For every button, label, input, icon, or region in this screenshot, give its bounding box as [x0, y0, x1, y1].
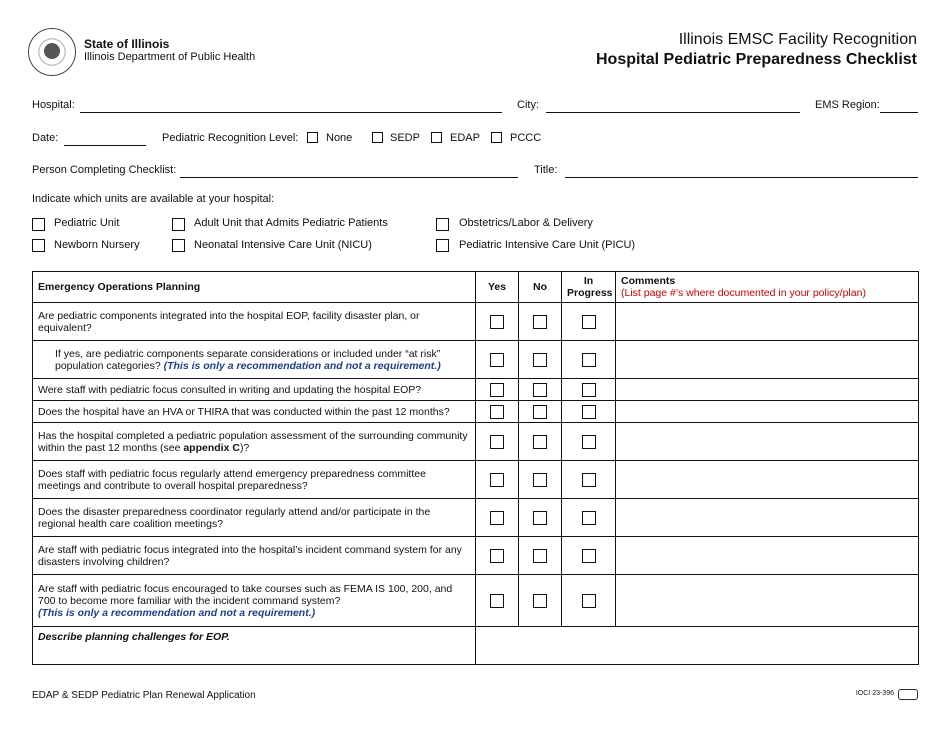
q9-yes-checkbox[interactable]: [490, 594, 504, 608]
level-sedp-checkbox[interactable]: [372, 132, 383, 143]
ems-region-input[interactable]: [880, 100, 918, 113]
level-pccc-checkbox[interactable]: [491, 132, 502, 143]
question-2: [33, 341, 476, 379]
yes-column-header: Yes: [476, 272, 519, 303]
person-label: Person Completing Checklist:: [32, 164, 177, 176]
question-5-text: Has the hospital completed a pediatric population assessment of the surrounding community within the past 12 months (see: [38, 429, 468, 454]
table-row: [33, 499, 919, 537]
q5-no-checkbox[interactable]: [533, 435, 547, 449]
comments-label: Comments: [621, 275, 676, 287]
recognition-level-label: Pediatric Recognition Level:: [162, 132, 299, 144]
comments-column-header: [616, 272, 919, 303]
level-edap-label: EDAP: [450, 132, 480, 144]
q2-in-progress-checkbox[interactable]: [582, 353, 596, 367]
question-5: [33, 423, 476, 461]
q2-yes-checkbox[interactable]: [490, 353, 504, 367]
q4-in-progress-checkbox[interactable]: [582, 405, 596, 419]
question-9-note: (This is only a recommendation and not a requirement.): [38, 606, 316, 619]
q3-no-checkbox[interactable]: [533, 383, 547, 397]
level-none-label: None: [326, 132, 353, 144]
table-row: [33, 379, 919, 401]
city-label: City:: [517, 99, 539, 111]
question-8: Are staff with pediatric focus integrated into the hospital’s incident command system for any disasters involving children?: [33, 537, 476, 575]
title-input[interactable]: [565, 165, 918, 178]
q7-in-progress-checkbox[interactable]: [582, 511, 596, 525]
question-2-note: (This is only a recommendation and not a requirement.): [163, 359, 441, 372]
table-row: [33, 401, 919, 423]
question-2-text: If yes, are pediatric components separate considerations or included under “at risk” population categories?: [55, 347, 441, 372]
unit-pediatric-checkbox[interactable]: [32, 218, 45, 231]
q1-comments-cell[interactable]: [616, 303, 919, 341]
q5-yes-checkbox[interactable]: [490, 435, 504, 449]
person-input[interactable]: [180, 165, 518, 178]
level-edap-checkbox[interactable]: [431, 132, 442, 143]
form-title: Hospital Pediatric Preparedness Checklist: [595, 51, 917, 68]
appendix-c-reference: appendix C: [183, 441, 240, 454]
title-label: Title:: [534, 164, 558, 176]
illinois-seal-logo: [28, 28, 76, 76]
in-progress-line1: In: [583, 275, 594, 287]
unit-nursery-checkbox[interactable]: [32, 239, 45, 252]
section-header: Emergency Operations Planning: [33, 272, 476, 303]
footer-application-name: EDAP & SEDP Pediatric Plan Renewal Application: [32, 690, 256, 701]
agency-department: Illinois Department of Public Health: [84, 51, 256, 63]
unit-nicu-checkbox[interactable]: [172, 239, 185, 252]
q9-no-checkbox[interactable]: [533, 594, 547, 608]
form-program-title: Illinois EMSC Facility Recognition: [678, 31, 917, 48]
q2-comments-cell[interactable]: [616, 341, 919, 379]
question-9-text: Are staff with pediatric focus encouraged to take courses such as FEMA IS 100, 200, and 700 to become more familiar with the incident command system?: [38, 582, 453, 607]
printer-logo-icon: [898, 689, 918, 700]
unit-adult-peds-label: Adult Unit that Admits Pediatric Patients: [194, 217, 388, 229]
q3-in-progress-checkbox[interactable]: [582, 383, 596, 397]
q8-in-progress-checkbox[interactable]: [582, 549, 596, 563]
q7-yes-checkbox[interactable]: [490, 511, 504, 525]
no-column-header: No: [519, 272, 562, 303]
q8-no-checkbox[interactable]: [533, 549, 547, 563]
question-3: Were staff with pediatric focus consulted in writing and updating the hospital EOP?: [33, 379, 476, 401]
q5-in-progress-checkbox[interactable]: [582, 435, 596, 449]
date-input[interactable]: [64, 133, 146, 146]
in-progress-line2: Progress: [567, 287, 613, 299]
table-row: [33, 423, 919, 461]
q4-comments-cell[interactable]: [616, 401, 919, 423]
q8-comments-cell[interactable]: [616, 537, 919, 575]
question-1: Are pediatric components integrated into the hospital EOP, facility disaster plan, or equivalent?: [33, 303, 476, 341]
q1-no-checkbox[interactable]: [533, 315, 547, 329]
units-prompt: Indicate which units are available at your hospital:: [32, 193, 275, 205]
question-6: Does staff with pediatric focus regularly attend emergency preparedness committee meetings and contribute to overall hospital preparedness?: [33, 461, 476, 499]
question-7: Does the disaster preparedness coordinator regularly attend and/or participate in the regional health care coalition meetings?: [33, 499, 476, 537]
city-input[interactable]: [546, 100, 800, 113]
comments-instruction: (List page #’s where documented in your policy/plan): [621, 287, 866, 299]
q4-no-checkbox[interactable]: [533, 405, 547, 419]
unit-pediatric-label: Pediatric Unit: [54, 217, 120, 229]
unit-nicu-label: Neonatal Intensive Care Unit (NICU): [194, 239, 372, 251]
table-header-row: [33, 272, 919, 303]
level-none-checkbox[interactable]: [307, 132, 318, 143]
question-5-end: )?: [239, 441, 250, 454]
q7-comments-cell[interactable]: [616, 499, 919, 537]
table-row: [33, 303, 919, 341]
question-4: Does the hospital have an HVA or THIRA that was conducted within the past 12 months?: [33, 401, 476, 423]
unit-obstetrics-checkbox[interactable]: [436, 218, 449, 231]
hospital-label: Hospital:: [32, 99, 75, 111]
unit-picu-checkbox[interactable]: [436, 239, 449, 252]
footer-form-code: IOCI 23-396: [855, 690, 894, 697]
level-pccc-label: PCCC: [510, 132, 542, 144]
q6-comments-cell[interactable]: [616, 461, 919, 499]
unit-obstetrics-label: Obstetrics/Labor & Delivery: [459, 217, 593, 229]
table-row: [33, 575, 919, 627]
table-row: [33, 461, 919, 499]
q6-yes-checkbox[interactable]: [490, 473, 504, 487]
describe-challenges-label: Describe planning challenges for EOP.: [33, 627, 476, 665]
q2-no-checkbox[interactable]: [533, 353, 547, 367]
unit-nursery-label: Newborn Nursery: [54, 239, 140, 251]
q1-in-progress-checkbox[interactable]: [582, 315, 596, 329]
q5-comments-cell[interactable]: [616, 423, 919, 461]
ems-region-label: EMS Region:: [815, 99, 880, 111]
q6-no-checkbox[interactable]: [533, 473, 547, 487]
in-progress-column-header: [562, 272, 616, 303]
question-9: [33, 575, 476, 627]
table-row: [33, 537, 919, 575]
level-sedp-label: SEDP: [390, 132, 420, 144]
q9-in-progress-checkbox[interactable]: [582, 594, 596, 608]
q8-yes-checkbox[interactable]: [490, 549, 504, 563]
q3-comments-cell[interactable]: [616, 379, 919, 401]
q3-yes-checkbox[interactable]: [490, 383, 504, 397]
q9-comments-cell[interactable]: [616, 575, 919, 627]
describe-challenges-field[interactable]: [476, 627, 919, 665]
unit-picu-label: Pediatric Intensive Care Unit (PICU): [459, 239, 636, 251]
table-row: [33, 341, 919, 379]
unit-adult-peds-checkbox[interactable]: [172, 218, 185, 231]
hospital-input[interactable]: [80, 100, 502, 113]
q7-no-checkbox[interactable]: [533, 511, 547, 525]
table-row: [33, 627, 919, 665]
date-label: Date:: [32, 132, 59, 144]
q6-in-progress-checkbox[interactable]: [582, 473, 596, 487]
q1-yes-checkbox[interactable]: [490, 315, 504, 329]
eop-checklist-table: [32, 271, 919, 665]
agency-name: State of Illinois: [84, 37, 170, 51]
q4-yes-checkbox[interactable]: [490, 405, 504, 419]
